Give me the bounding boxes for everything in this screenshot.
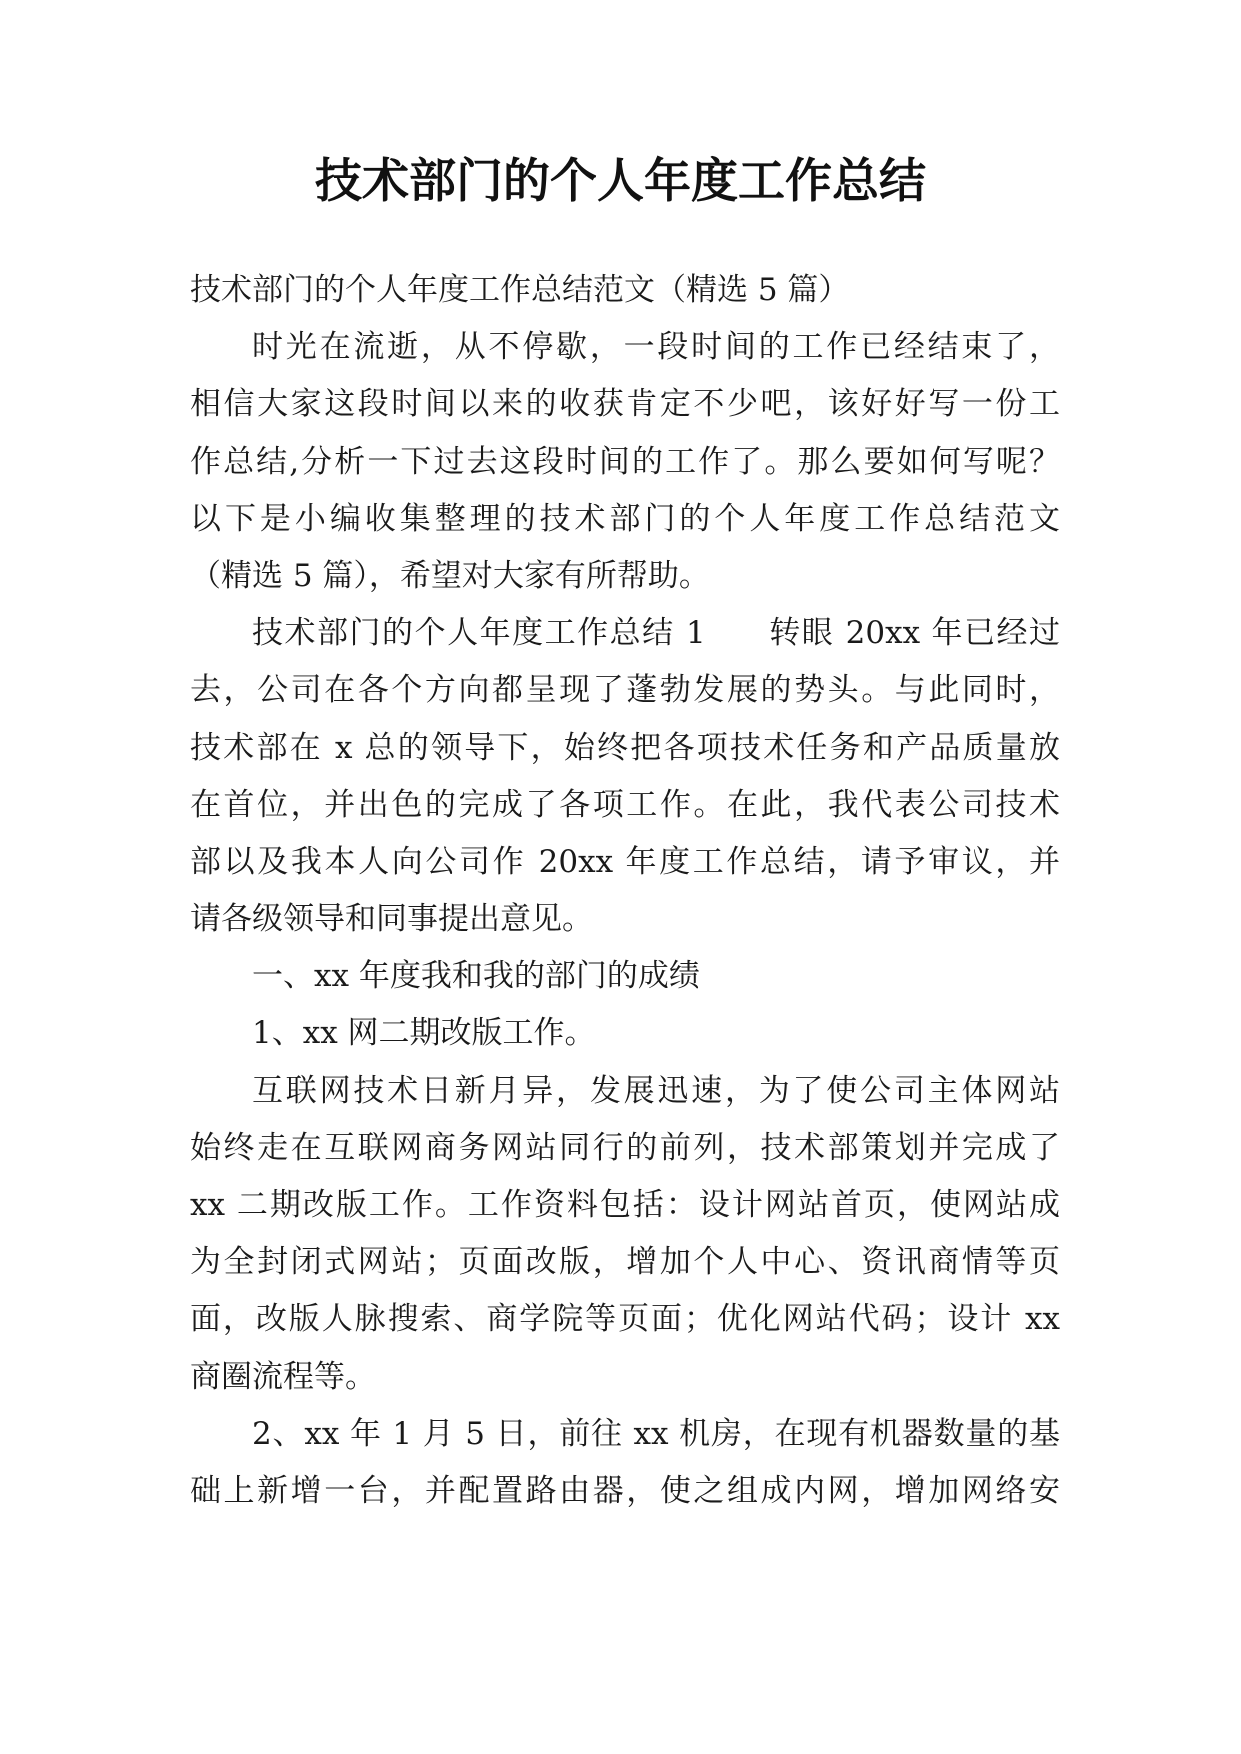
document-title: 技术部门的个人年度工作总结 bbox=[315, 154, 926, 209]
list-item: 1、xx 网二期改版工作。 bbox=[252, 1015, 596, 1052]
section-heading: 一、xx 年度我和我的部门的成绩 bbox=[252, 958, 700, 995]
paragraph-line: 时光在流逝，从不停歇，一段时间的工作已经结束了， bbox=[252, 329, 1060, 366]
paragraph-line: 始终走在互联网商务网站同行的前列，技术部策划并完成了 bbox=[190, 1129, 1060, 1166]
paragraph-line: 去，公司在各个方向都呈现了蓬勃发展的势头。与此同时， bbox=[190, 672, 1060, 709]
paragraph-line: 为全封闭式网站；页面改版，增加个人中心、资讯商情等页 bbox=[190, 1244, 1060, 1281]
paragraph-line: 础上新增一台，并配置路由器，使之组成内网，增加网络安 bbox=[190, 1472, 1060, 1509]
paragraph-line: 技术部在 x 总的领导下，始终把各项技术任务和产品质量放 bbox=[190, 729, 1060, 766]
subtitle: 技术部门的个人年度工作总结范文（精选 5 篇） bbox=[190, 272, 850, 308]
paragraph-line: （精选 5 篇），希望对大家有所帮助。 bbox=[190, 557, 710, 594]
document-body bbox=[190, 262, 1060, 1520]
paragraph-line: 作总结,分析一下过去这段时间的工作了。那么要如何写呢？ bbox=[190, 443, 1060, 480]
paragraph-line: 在首位，并出色的完成了各项工作。在此，我代表公司技术 bbox=[190, 786, 1060, 823]
article-heading: 技术部门的个人年度工作总结 1 bbox=[252, 615, 706, 652]
paragraph-text: 转眼 20xx 年已经过 bbox=[767, 615, 1060, 652]
paragraph-line: 相信大家这段时间以来的收获肯定不少吧，该好好写一份工 bbox=[190, 386, 1060, 423]
paragraph-line: 互联网技术日新月异，发展迅速，为了使公司主体网站 bbox=[252, 1072, 1060, 1109]
paragraph-line: 请各级领导和同事提出意见。 bbox=[190, 901, 593, 938]
paragraph-line: 2、xx 年 1 月 5 日，前往 xx 机房，在现有机器数量的基 bbox=[252, 1415, 1060, 1452]
paragraph-line: 面，改版人脉搜索、商学院等页面；优化网站代码；设计 xx bbox=[190, 1301, 1060, 1338]
paragraph-line: 商圈流程等。 bbox=[190, 1358, 376, 1395]
paragraph-line: 部以及我本人向公司作 20xx 年度工作总结，请予审议，并 bbox=[190, 843, 1060, 880]
paragraph-line bbox=[190, 605, 1060, 662]
paragraph-line: xx 二期改版工作。工作资料包括：设计网站首页，使网站成 bbox=[190, 1187, 1060, 1223]
paragraph-line: 以下是小编收集整理的技术部门的个人年度工作总结范文 bbox=[190, 500, 1060, 537]
